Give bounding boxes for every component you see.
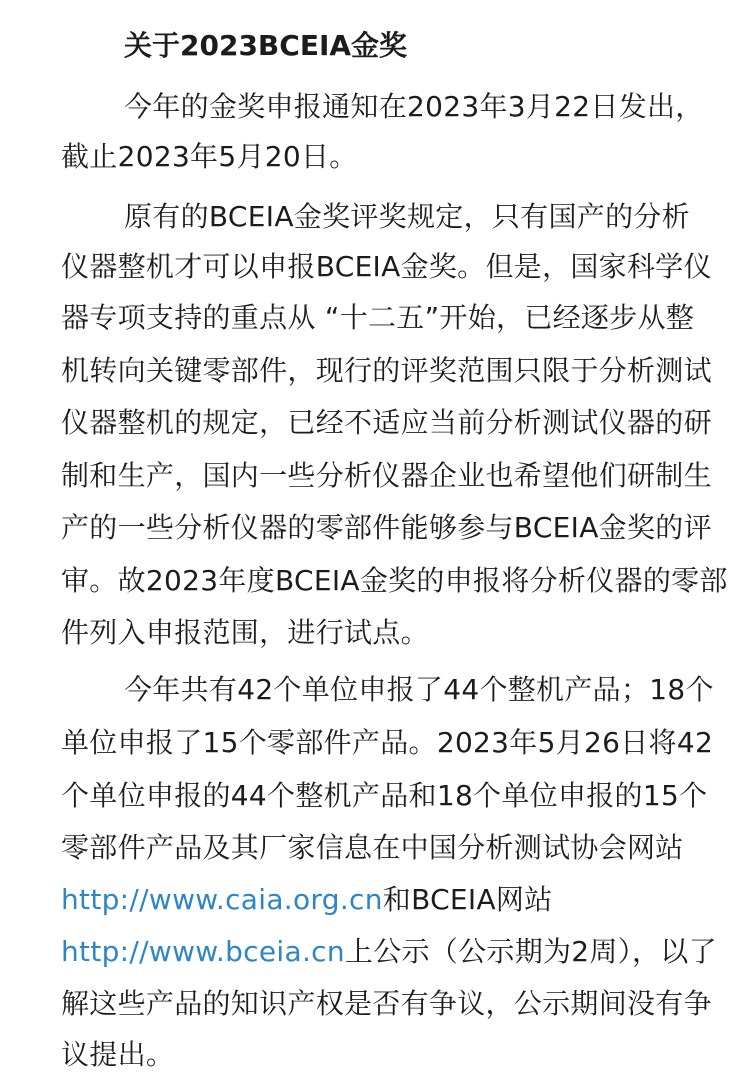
paragraph-line: 件列入申报范围，进行试点。	[61, 616, 429, 649]
paragraph-line: 零部件产品及其厂家信息在中国分析测试协会网站	[61, 831, 684, 864]
link-trailing-text: 上公示（公示期为2周），以了	[344, 935, 717, 968]
paragraph-line: 单位申报了15个零部件产品。2023年5月26日将42	[61, 726, 714, 759]
paragraph-line: 议提出。	[61, 1038, 175, 1071]
paragraph-line: 审。故2023年度BCEIA金奖的申报将分析仪器的零部	[61, 564, 728, 597]
paragraph-line-with-link	[61, 932, 717, 972]
paragraph-line: 机转向关键零部件，现行的评奖范围只限于分析测试	[61, 354, 712, 387]
paragraph-line: 器专项支持的重点从 “十二五”开始，已经逐步从整	[61, 301, 695, 334]
paragraph-line: 截止2023年5月20日。	[61, 140, 358, 173]
paragraph-line: 解这些产品的知识产权是否有争议，公示期间没有争	[61, 987, 712, 1020]
paragraph-line: 原有的BCEIA金奖评奖规定，只有国产的分析	[124, 200, 690, 233]
bceia-website-link[interactable]: http://www.bceia.cn	[61, 935, 345, 968]
paragraph-line: 仪器整机才可以申报BCEIA金奖。但是，国家科学仪	[61, 250, 712, 283]
link-trailing-text: 和BCEIA网站	[382, 883, 553, 916]
caia-website-link[interactable]: http://www.caia.org.cn	[61, 883, 383, 916]
article-heading: 关于2023BCEIA金奖	[124, 29, 408, 62]
paragraph-line: 产的一些分析仪器的零部件能够参与BCEIA金奖的评	[61, 511, 712, 544]
paragraph-line: 仪器整机的规定，已经不适应当前分析测试仪器的研	[61, 406, 712, 439]
paragraph-line: 个单位申报的44个整机产品和18个单位申报的15个	[61, 779, 708, 812]
paragraph-line: 今年的金奖申报通知在2023年3月22日发出，	[124, 90, 704, 123]
paragraph-line: 今年共有42个单位申报了44个整机产品；18个	[124, 673, 714, 706]
paragraph-line: 制和生产，国内一些分析仪器企业也希望他们研制生	[61, 459, 712, 492]
paragraph-line-with-link	[61, 880, 553, 920]
